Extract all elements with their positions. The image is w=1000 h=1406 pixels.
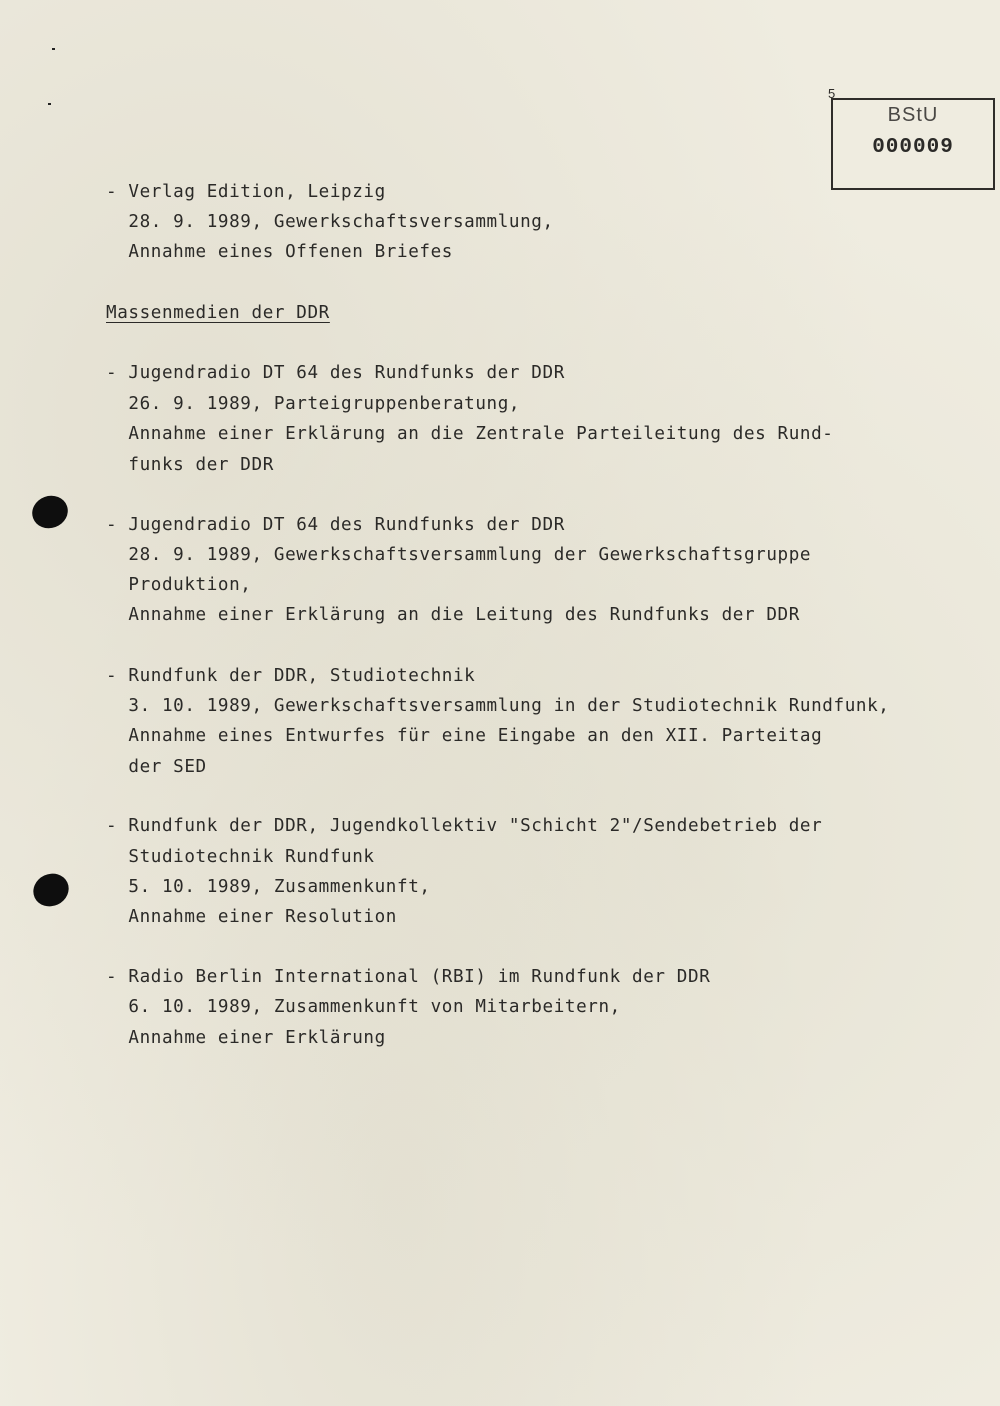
entry-line: - Jugendradio DT 64 des Rundfunks der DDR: [106, 363, 565, 383]
entry-line: Produktion,: [106, 575, 252, 595]
entry-line: funks der DDR: [106, 455, 274, 475]
entry-line: - Jugendradio DT 64 des Rundfunks der DDR: [106, 515, 565, 535]
entry-line: - Rundfunk der DDR, Studiotechnik: [106, 666, 476, 686]
stamp-document-number: 000009: [872, 136, 954, 159]
entry-line: - Verlag Edition, Leipzig: [106, 182, 386, 202]
entry-line: 6. 10. 1989, Zusammenkunft von Mitarbeitern,: [106, 997, 621, 1017]
entry-line: - Radio Berlin International (RBI) im Rundfunk der DDR: [106, 967, 711, 987]
entry-line: Annahme einer Erklärung an die Zentrale Parteileitung des Rund-: [106, 424, 834, 444]
punch-hole-mark: [28, 491, 73, 533]
entry-line: 26. 9. 1989, Parteigruppenberatung,: [106, 394, 521, 414]
entry-line: 5. 10. 1989, Zusammenkunft,: [106, 877, 431, 897]
entry-line: Annahme eines Offenen Briefes: [106, 242, 453, 262]
ink-speck: [52, 48, 55, 50]
entry-line: 28. 9. 1989, Gewerkschaftsversammlung,: [106, 212, 554, 232]
entry-line: Annahme einer Erklärung: [106, 1028, 386, 1048]
entry-line: der SED: [106, 757, 207, 777]
entry-line: Annahme einer Erklärung an die Leitung des Rundfunks der DDR: [106, 605, 800, 625]
entry-line: 28. 9. 1989, Gewerkschaftsversammlung der Gewerkschaftsgruppe: [106, 545, 812, 565]
entry-line: Annahme eines Entwurfes für eine Eingabe an den XII. Parteitag: [106, 726, 823, 746]
entry-line: Annahme einer Resolution: [106, 907, 398, 927]
stamp-archive-name: BStU: [887, 104, 939, 126]
archive-stamp: [831, 98, 995, 190]
punch-hole-mark: [28, 868, 74, 912]
page-number: 5: [828, 86, 836, 101]
ink-speck: [48, 103, 51, 105]
section-heading: Massenmedien der DDR: [106, 303, 330, 323]
entry-line: - Rundfunk der DDR, Jugendkollektiv "Schicht 2"/Sendebetrieb der: [106, 816, 823, 836]
entry-line: 3. 10. 1989, Gewerkschaftsversammlung in der Studiotechnik Rundfunk,: [106, 696, 890, 716]
entry-line: Studiotechnik Rundfunk: [106, 847, 375, 867]
